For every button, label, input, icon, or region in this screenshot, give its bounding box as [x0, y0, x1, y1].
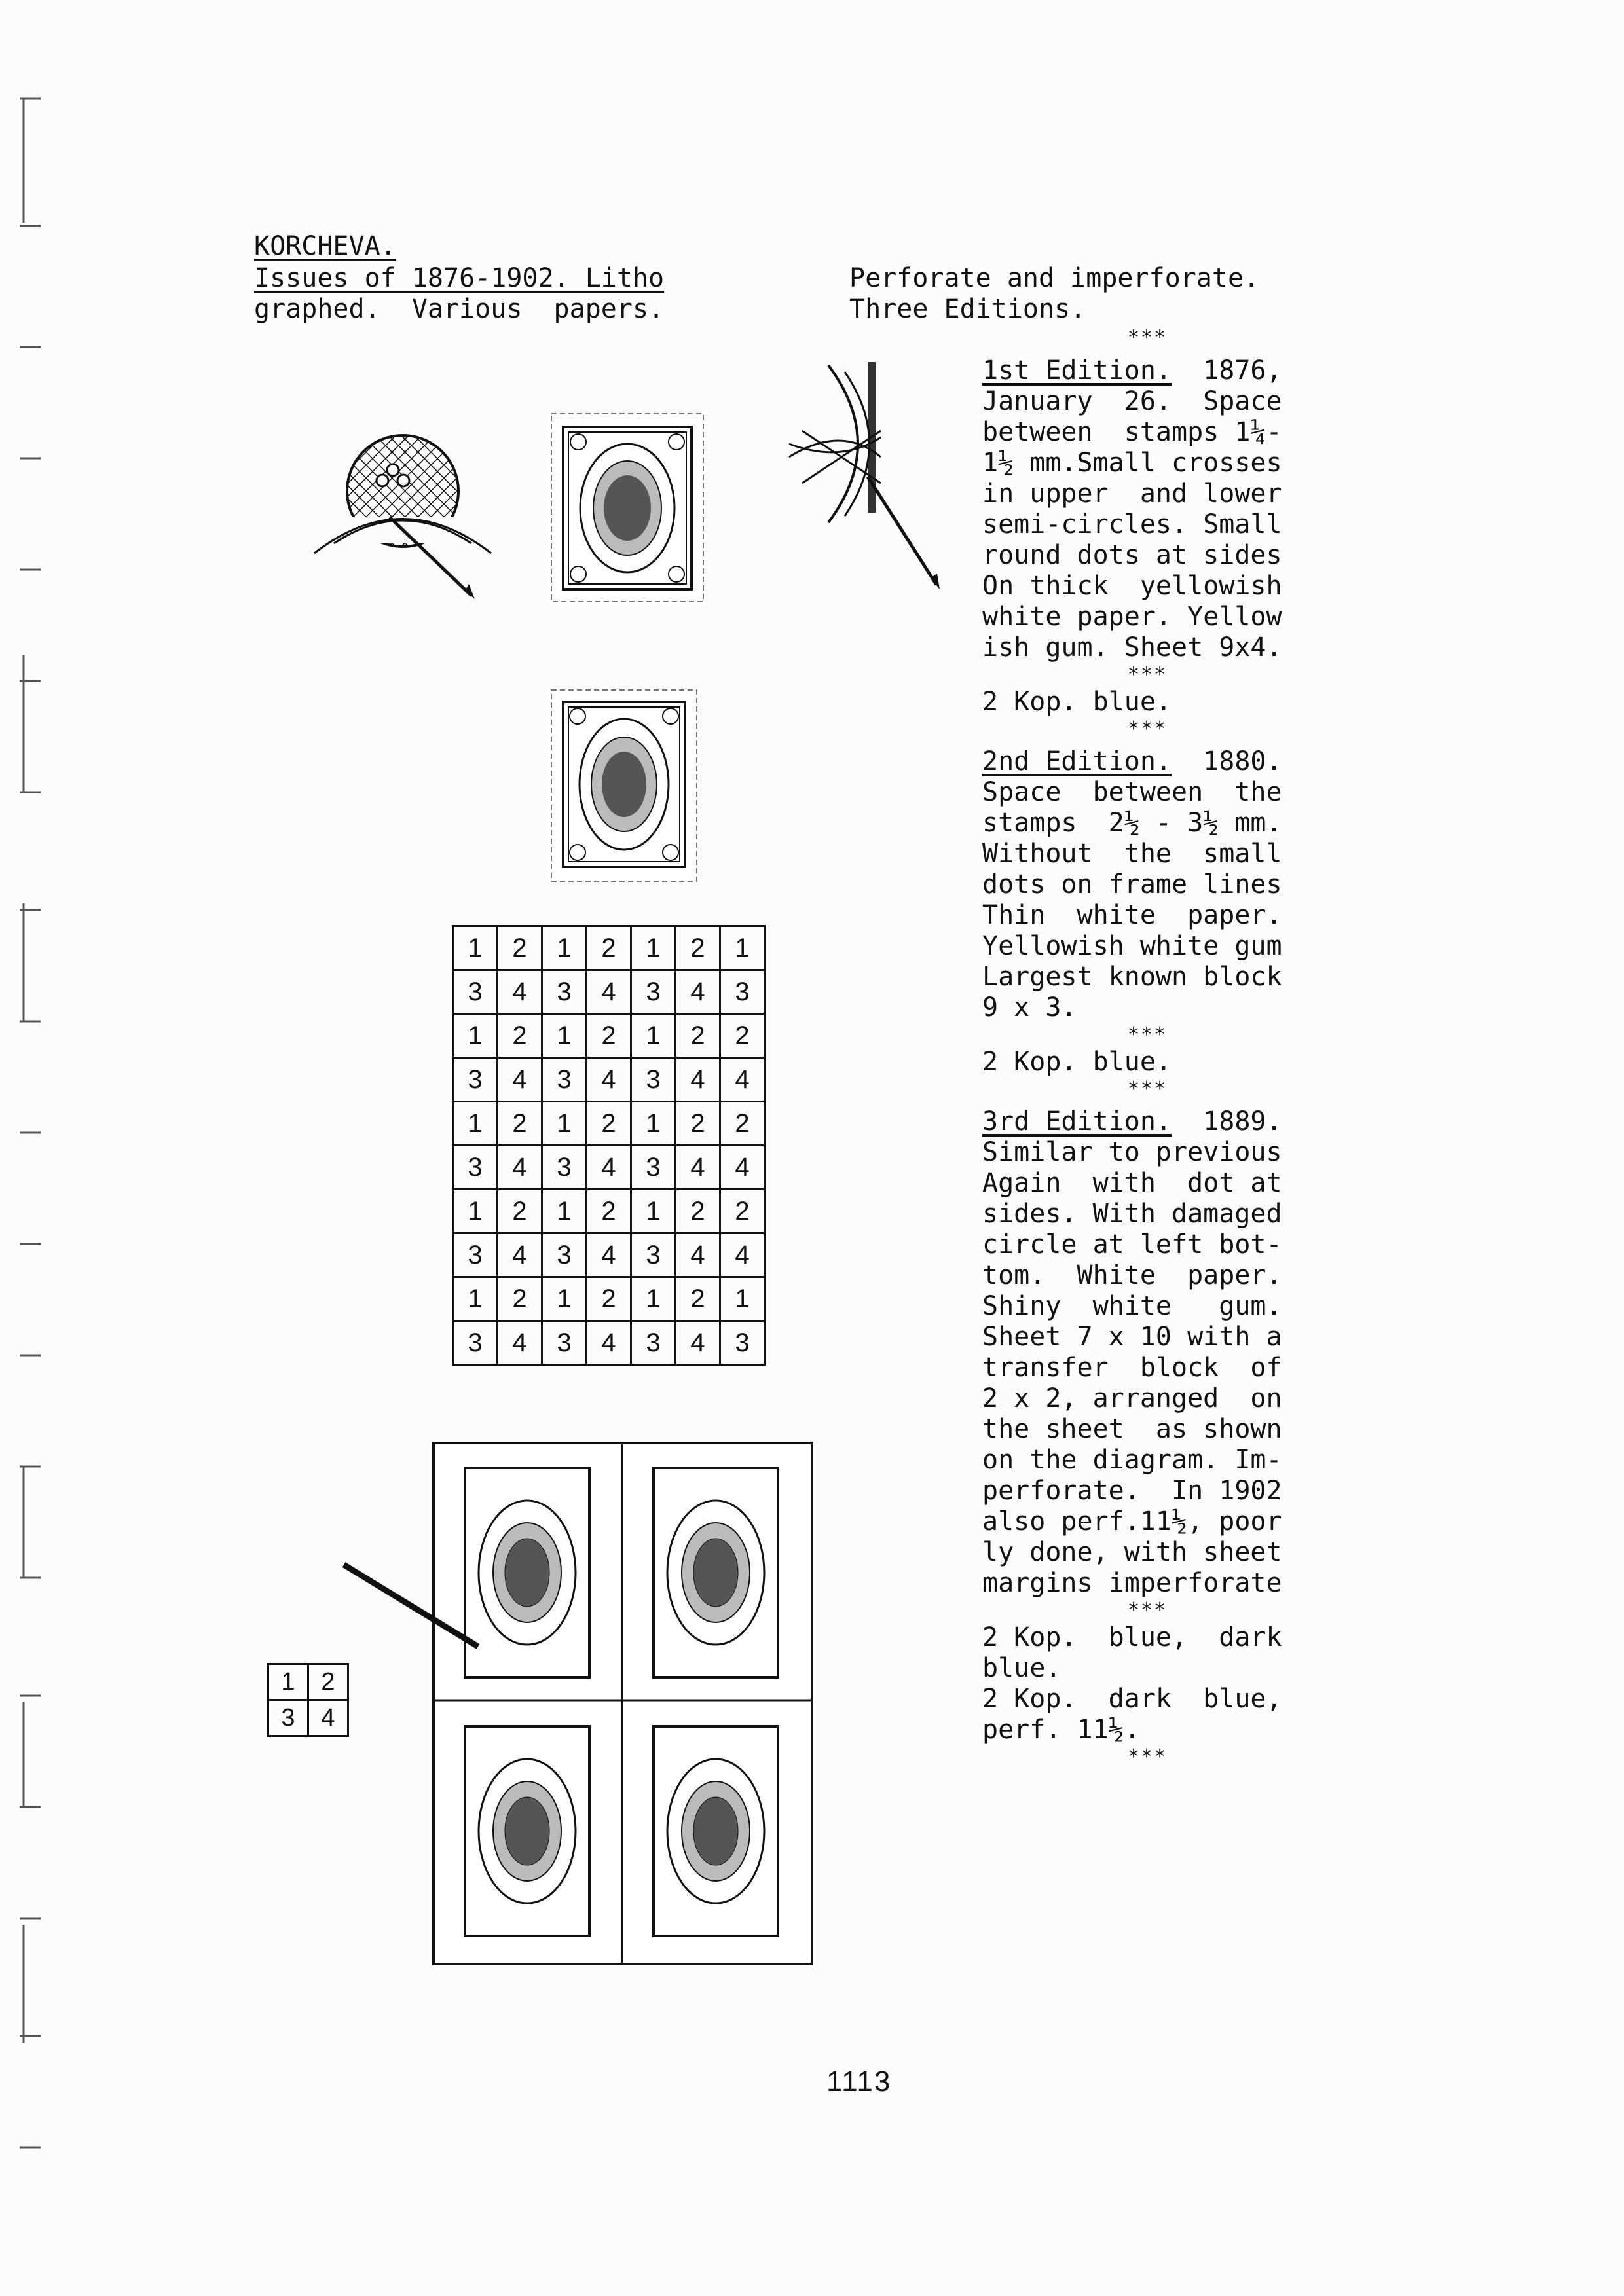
sheet-grid-row: [453, 1058, 765, 1102]
edition-text-line: ish gum. Sheet 9x4.: [982, 632, 1282, 663]
page-number: 1113: [826, 2066, 892, 2098]
sheet-grid-cell: 4: [676, 970, 720, 1014]
stamp-value-line: 2 Kop. blue.: [982, 1047, 1172, 1077]
sheet-grid-row: [453, 1233, 765, 1277]
sheet-grid-cell: 3: [631, 970, 676, 1014]
edition-text-line: January 26. Space: [982, 386, 1282, 416]
sheet-grid-cell: 2: [498, 1190, 542, 1233]
sheet-grid-cell: 2: [676, 1102, 720, 1146]
pointer-arrow: [341, 1558, 485, 1663]
sheet-grid-cell: 1: [453, 1102, 498, 1146]
sheet-grid-cell: 1: [542, 1102, 587, 1146]
sheet-grid-cell: 2: [720, 1102, 765, 1146]
sheet-grid-cell: 1: [631, 1014, 676, 1058]
sheet-grid-cell: 2: [587, 1190, 631, 1233]
binder-ruler-marks: [0, 0, 52, 2296]
sheet-grid-cell: 2: [498, 1102, 542, 1146]
sheet-grid-cell: 1: [542, 1014, 587, 1058]
sheet-grid-cell: 4: [498, 1321, 542, 1365]
transfer-block-cell: 4: [308, 1700, 348, 1736]
stamp-image-1st-edition: [549, 411, 706, 604]
intro-right-line-2: Three Editions.: [849, 294, 1086, 324]
sheet-grid-cell: 3: [453, 1146, 498, 1190]
sheet-grid-cell: 4: [587, 1146, 631, 1190]
separator-stars: ***: [1128, 718, 1168, 740]
stamp-value-line: blue.: [982, 1653, 1061, 1683]
edition-text-line: the sheet as shown: [982, 1414, 1282, 1444]
sheet-grid-cell: 3: [631, 1233, 676, 1277]
separator-stars: ***: [1128, 1023, 1168, 1046]
sheet-grid-cell: 2: [720, 1190, 765, 1233]
separator-stars: ***: [1128, 1599, 1168, 1622]
sheet-grid-cell: 4: [676, 1321, 720, 1365]
edition-text-line: margins imperforate: [982, 1568, 1282, 1598]
sheet-grid-cell: 2: [676, 1014, 720, 1058]
edition-1-heading-line: [982, 355, 1282, 386]
transfer-block-numbering: [267, 1663, 349, 1737]
edition-text-line: Similar to previous: [982, 1137, 1282, 1167]
sheet-grid-cell: 2: [498, 926, 542, 970]
sheet-grid-cell: 4: [587, 970, 631, 1014]
sheet-grid-cell: 1: [720, 926, 765, 970]
sheet-grid-cell: 4: [587, 1233, 631, 1277]
edition-text-line: ly done, with sheet: [982, 1537, 1282, 1567]
sheet-grid-row: [453, 1321, 765, 1365]
sheet-grid-row: [453, 1102, 765, 1146]
intro-line-2: graphed. Various papers.: [254, 294, 665, 324]
sheet-grid-cell: 3: [453, 1058, 498, 1102]
edition-text-line: circle at left bot-: [982, 1230, 1282, 1260]
stamp-image-2nd-edition: [549, 687, 699, 884]
edition-text-line: white paper. Yellow: [982, 602, 1282, 632]
sheet-grid-cell: 1: [453, 1014, 498, 1058]
edition-text-line: Shiny white gum.: [982, 1291, 1282, 1321]
transfer-block-row: [268, 1664, 348, 1700]
transfer-block-cell: 2: [308, 1664, 348, 1700]
edition-text-line: perforate. In 1902: [982, 1476, 1282, 1506]
intro-line-1: Issues of 1876-1902. Litho: [254, 263, 665, 293]
transfer-block-cell: 3: [268, 1700, 308, 1736]
edition-text-line: sides. With damaged: [982, 1199, 1282, 1229]
edition-text-line: Sheet 7 x 10 with a: [982, 1322, 1282, 1352]
sheet-grid-cell: 4: [587, 1058, 631, 1102]
sheet-grid-cell: 3: [542, 1233, 587, 1277]
stamp-value-line: perf. 11½.: [982, 1715, 1140, 1745]
sheet-layout-grid: [452, 925, 766, 1366]
sheet-grid-cell: 4: [720, 1233, 765, 1277]
edition-text-line: Space between the: [982, 777, 1282, 807]
edition-text-line: Thin white paper.: [982, 900, 1282, 930]
separator-stars: ***: [1128, 663, 1168, 686]
sheet-grid-cell: 4: [587, 1321, 631, 1365]
edition-text-line: round dots at sides: [982, 540, 1282, 570]
sheet-grid-row: [453, 1014, 765, 1058]
sheet-grid-cell: 3: [542, 1058, 587, 1102]
sheet-grid-row: [453, 1277, 765, 1321]
sheet-grid-cell: 2: [587, 1277, 631, 1321]
edition-text-line: semi-circles. Small: [982, 509, 1282, 539]
sheet-grid-cell: 4: [676, 1058, 720, 1102]
sheet-grid-cell: 1: [631, 926, 676, 970]
sheet-grid-cell: 1: [631, 1102, 676, 1146]
sheet-grid-cell: 2: [587, 1014, 631, 1058]
sheet-grid-cell: 4: [498, 1058, 542, 1102]
sheet-grid-cell: 1: [453, 926, 498, 970]
sheet-grid-cell: 4: [498, 1233, 542, 1277]
separator-stars: ***: [1128, 1078, 1168, 1101]
edition-heading: 2nd Edition.: [982, 746, 1172, 776]
separator-stars: ***: [1128, 326, 1168, 349]
sheet-grid-cell: 3: [542, 1146, 587, 1190]
edition-text-line: in upper and lower: [982, 479, 1282, 509]
edition-date: 1880.: [1203, 746, 1282, 776]
sheet-grid-cell: 2: [676, 926, 720, 970]
edition-date: 1889.: [1203, 1106, 1282, 1137]
sheet-grid-cell: 4: [676, 1233, 720, 1277]
edition-text-line: Largest known block: [982, 962, 1282, 992]
edition-text-line: also perf.11½, poor: [982, 1506, 1282, 1537]
edition-text-line: transfer block of: [982, 1353, 1282, 1383]
sheet-grid-cell: 3: [720, 970, 765, 1014]
edition-heading: 1st Edition.: [982, 355, 1172, 386]
sheet-grid-cell: 4: [676, 1146, 720, 1190]
sheet-grid-cell: 3: [631, 1146, 676, 1190]
sheet-grid-cell: 2: [720, 1014, 765, 1058]
edition-text-line: stamps 2½ - 3½ mm.: [982, 808, 1282, 838]
sheet-grid-cell: 3: [542, 1321, 587, 1365]
sheet-grid-cell: 2: [498, 1277, 542, 1321]
edition-text-line: between stamps 1¼-: [982, 417, 1282, 447]
page-title: KORCHEVA.: [254, 231, 396, 261]
edition-3-heading-line: [982, 1106, 1282, 1137]
intro-right-line-1: Perforate and imperforate.: [849, 263, 1260, 293]
editions-column: [982, 355, 1282, 1774]
sheet-grid-cell: 1: [631, 1190, 676, 1233]
edition-text-line: tom. White paper.: [982, 1260, 1282, 1290]
sheet-grid-cell: 2: [587, 1102, 631, 1146]
sheet-grid-cell: 1: [631, 1277, 676, 1321]
sheet-grid-cell: 3: [631, 1058, 676, 1102]
edition-text-line: Yellowish white gum: [982, 931, 1282, 961]
edition-text-line: On thick yellowish: [982, 571, 1282, 601]
sheet-grid-row: [453, 970, 765, 1014]
edition-text-line: 1½ mm.Small crosses: [982, 448, 1282, 478]
sheet-grid-cell: 3: [631, 1321, 676, 1365]
sheet-grid-cell: 1: [542, 1277, 587, 1321]
sheet-grid-cell: 2: [676, 1190, 720, 1233]
edition-text-line: 9 x 3.: [982, 993, 1077, 1023]
stamp-value-line: 2 Kop. blue, dark: [982, 1622, 1282, 1652]
edition-text-line: on the diagram. Im-: [982, 1445, 1282, 1475]
sheet-grid-cell: 2: [587, 926, 631, 970]
stamp-value-line: 2 Kop. dark blue,: [982, 1684, 1282, 1714]
sheet-grid-row: [453, 1190, 765, 1233]
edition-text-line: 2 x 2, arranged on: [982, 1383, 1282, 1413]
sheet-grid-cell: 2: [676, 1277, 720, 1321]
sheet-grid-cell: 1: [453, 1277, 498, 1321]
sheet-grid-cell: 3: [720, 1321, 765, 1365]
sheet-grid-cell: 3: [453, 970, 498, 1014]
sheet-grid-cell: 4: [720, 1146, 765, 1190]
edition-text-line: dots on frame lines: [982, 869, 1282, 900]
separator-stars: ***: [1128, 1745, 1168, 1768]
sheet-grid-cell: 4: [498, 970, 542, 1014]
edition-text-line: Again with dot at: [982, 1168, 1282, 1198]
sheet-grid-cell: 3: [542, 970, 587, 1014]
sheet-grid-cell: 1: [453, 1190, 498, 1233]
sheet-grid-cell: 3: [453, 1321, 498, 1365]
arcs-detail-diagram: [783, 359, 953, 594]
sheet-grid-cell: 3: [453, 1233, 498, 1277]
edition-2-heading-line: [982, 746, 1282, 777]
sheet-grid-cell: 1: [720, 1277, 765, 1321]
transfer-block-images: [432, 1442, 813, 1965]
transfer-block-cell: 1: [268, 1664, 308, 1700]
edition-date: 1876,: [1203, 355, 1282, 386]
stamp-value-line: 2 Kop. blue.: [982, 687, 1172, 717]
sheet-grid-row: [453, 1146, 765, 1190]
sheet-grid-cell: 2: [498, 1014, 542, 1058]
sheet-grid-cell: 4: [720, 1058, 765, 1102]
sheet-grid-cell: 4: [498, 1146, 542, 1190]
edition-heading: 3rd Edition.: [982, 1106, 1172, 1137]
crossed-circle-detail-diagram: [308, 419, 498, 615]
sheet-grid-cell: 1: [542, 926, 587, 970]
sheet-grid-row: [453, 926, 765, 970]
sheet-grid-cell: 1: [542, 1190, 587, 1233]
edition-text-line: Without the small: [982, 839, 1282, 869]
transfer-block-row: [268, 1700, 348, 1736]
